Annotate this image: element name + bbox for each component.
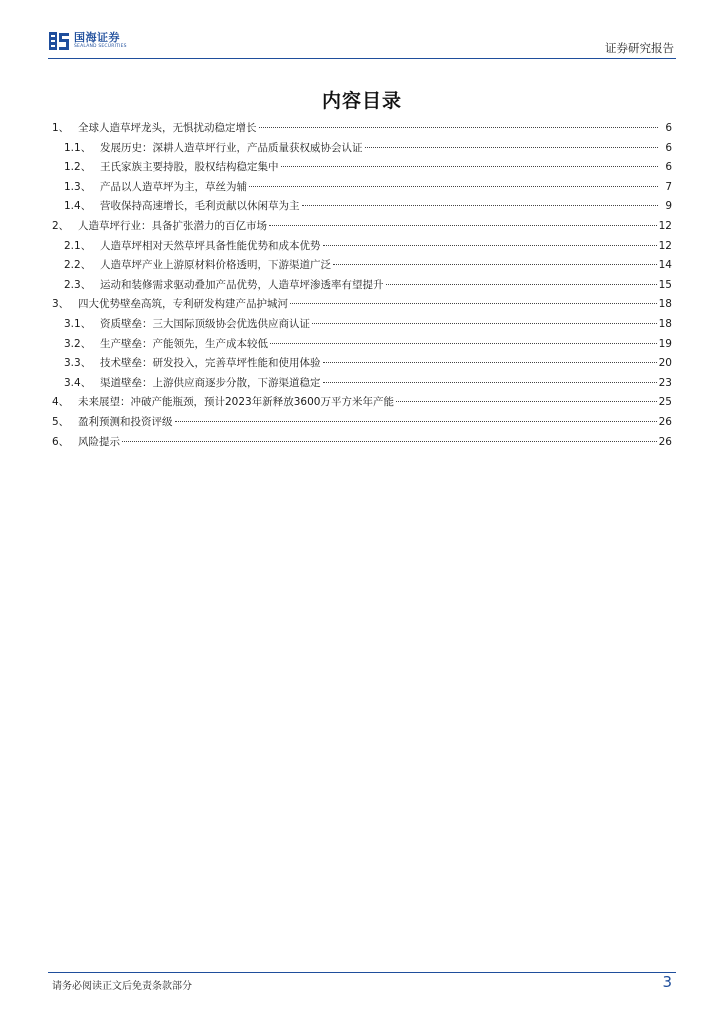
toc-entry-title: 产品以人造草坪为主，草丝为辅	[100, 180, 247, 193]
toc-dot-leader	[270, 343, 657, 344]
toc-entry-number: 3、	[52, 298, 70, 311]
toc-entry-page: 26	[658, 435, 672, 448]
toc-entry-page: 12	[658, 219, 672, 232]
toc-entry[interactable]	[52, 179, 672, 199]
toc-entry[interactable]	[52, 198, 672, 218]
toc-dot-leader	[122, 441, 657, 442]
toc-entry-title: 人造草坪产业上游原材料价格透明，下游渠道广泛	[100, 259, 331, 272]
toc-entry-title: 营收保持高速增长，毛利贡献以休闲草为主	[100, 200, 300, 213]
toc-entry-page: 12	[658, 239, 672, 252]
toc-entry-number: 3.4、	[64, 376, 92, 389]
toc-entry[interactable]	[52, 375, 672, 395]
toc-entry-title: 四大优势壁垒高筑，专利研发构建产品护城河	[78, 298, 288, 311]
toc-entry[interactable]	[52, 218, 672, 238]
toc-entry-page: 20	[658, 357, 672, 370]
toc-entry[interactable]	[52, 316, 672, 336]
toc-entry-number: 1.1、	[64, 141, 92, 154]
toc-entry-number: 3.3、	[64, 357, 92, 370]
toc-entry-number: 1.4、	[64, 200, 92, 213]
toc-dot-leader	[323, 382, 657, 383]
toc-entry-page: 19	[658, 337, 672, 350]
logo-english-name: SEALAND SECURITIES	[74, 44, 127, 50]
toc-entry-title: 运动和装修需求驱动叠加产品优势，人造草坪渗透率有望提升	[100, 278, 384, 291]
toc-entry-title: 技术壁垒：研发投入，完善草坪性能和使用体验	[100, 357, 321, 370]
toc-dot-leader	[323, 245, 657, 246]
toc-entry-title: 全球人造草坪龙头，无惧扰动稳定增长	[78, 122, 257, 134]
toc-entry-number: 3.1、	[64, 317, 92, 330]
toc-entry-number: 2.2、	[64, 259, 92, 272]
toc-entry-number: 5、	[52, 415, 70, 428]
toc-entry-page: 18	[658, 317, 672, 330]
toc-entry[interactable]	[52, 140, 672, 160]
toc-entry-title: 发展历史：深耕人造草坪行业，产品质量获权威协会认证	[100, 141, 363, 154]
toc-entry[interactable]	[52, 120, 672, 140]
toc-entry-number: 1.3、	[64, 180, 92, 193]
toc-entry[interactable]	[52, 277, 672, 297]
toc-entry-title: 未来展望：冲破产能瓶颈，预计2023年新释放3600万平方米年产能	[78, 396, 394, 409]
header-divider	[48, 58, 676, 59]
toc-entry-title: 王氏家族主要持股，股权结构稳定集中	[100, 161, 279, 174]
page-header	[48, 26, 676, 60]
toc-entry-title: 盈利预测和投资评级	[78, 415, 173, 428]
toc-entry-number: 6、	[52, 435, 70, 448]
toc-dot-leader	[269, 225, 657, 226]
toc-entry-page: 23	[658, 376, 672, 389]
toc-entry[interactable]	[52, 434, 672, 454]
toc-entry[interactable]	[52, 355, 672, 375]
toc-entry-title: 渠道壁垒：上游供应商逐步分散，下游渠道稳定	[100, 376, 321, 389]
toc-entry-number: 4、	[52, 396, 70, 409]
toc-entry-page: 26	[658, 415, 672, 428]
toc-entry-number: 2.3、	[64, 278, 92, 291]
toc-entry-page: 18	[658, 298, 672, 311]
toc-dot-leader	[365, 147, 659, 148]
toc-entry[interactable]	[52, 296, 672, 316]
toc-entry[interactable]	[52, 394, 672, 414]
toc-dot-leader	[290, 303, 657, 304]
toc-entry-number: 3.2、	[64, 337, 92, 350]
toc-entry[interactable]	[52, 238, 672, 258]
sealand-logo-icon	[48, 30, 70, 52]
toc-entry-number: 2、	[52, 219, 70, 232]
toc-dot-leader	[323, 362, 657, 363]
toc-entry-number: 2.1、	[64, 239, 92, 252]
toc-entry-page: 9	[665, 200, 672, 213]
toc-dot-leader	[386, 284, 657, 285]
toc-entry-number: 1.2、	[64, 161, 92, 174]
toc-dot-leader	[312, 323, 657, 324]
toc-entry-page: 6	[665, 141, 672, 154]
toc-entry-title: 资质壁垒：三大国际顶级协会优选供应商认证	[100, 317, 310, 330]
toc-entry-title: 人造草坪行业：具备扩张潜力的百亿市场	[78, 219, 267, 232]
toc-entry-title: 人造草坪相对天然草坪具备性能优势和成本优势	[100, 239, 321, 252]
report-type-label: 证券研究报告	[605, 41, 674, 55]
company-logo	[48, 30, 127, 52]
toc-entry-page: 7	[665, 180, 672, 193]
toc-entry[interactable]	[52, 336, 672, 356]
toc-dot-leader	[175, 421, 657, 422]
page-number: 3	[662, 973, 672, 991]
toc-title: 内容目录	[321, 90, 402, 112]
toc-entry[interactable]	[52, 414, 672, 434]
toc-dot-leader	[333, 264, 657, 265]
footer-disclaimer: 请务必阅读正文后免责条款部分	[52, 981, 192, 992]
toc-entry-page: 25	[658, 396, 672, 409]
toc-dot-leader	[396, 401, 657, 402]
toc-dot-leader	[249, 186, 658, 187]
toc-entry-number: 1、	[52, 122, 70, 134]
table-of-contents	[52, 120, 672, 453]
toc-entry-page: 14	[658, 259, 672, 272]
toc-entry-title: 生产壁垒：产能领先，生产成本较低	[100, 337, 268, 350]
footer-divider	[48, 972, 676, 973]
toc-dot-leader	[302, 205, 659, 206]
toc-entry-title: 风险提示	[78, 435, 120, 448]
toc-entry-page: 15	[658, 278, 672, 291]
toc-entry-page: 6	[665, 161, 672, 174]
logo-chinese-name: 国海证券	[74, 31, 120, 45]
toc-dot-leader	[259, 127, 659, 128]
toc-entry[interactable]	[52, 159, 672, 179]
toc-entry-page: 6	[665, 122, 672, 134]
toc-entry[interactable]	[52, 257, 672, 277]
toc-dot-leader	[281, 166, 659, 167]
